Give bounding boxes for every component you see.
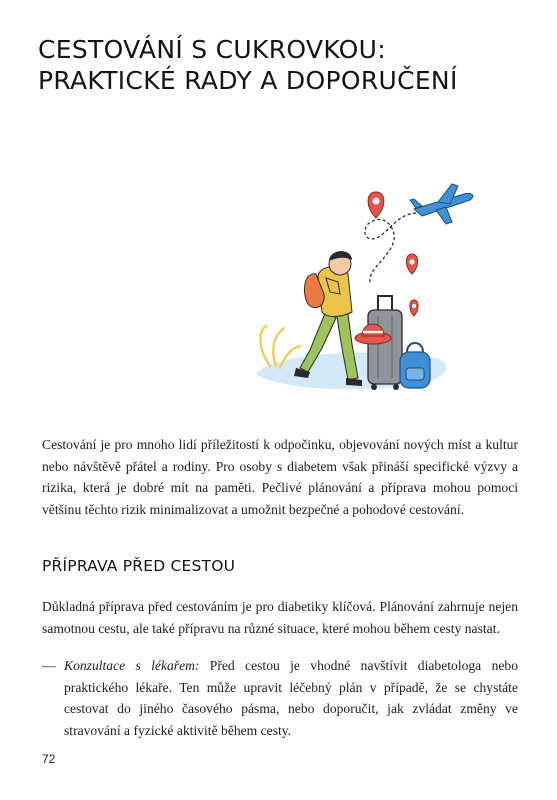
- intro-paragraph: Cestování je pro mnoho lidí příležitostí k odpočinku, objevování nových míst a kultur nebo návštěvě přátel a rodiny. Pro osoby s diabetem však přináší specifické výzvy a rizika, která je dobré mít na paměti. Pečlivé plánování a příprava mohou pomoci většinu těchto rizik minimalizovat a umožnit bezpečné a pohodové cestování.: [42, 437, 518, 517]
- title-line-2: PRAKTICKÉ RADY A DOPORUČENÍ: [38, 66, 458, 95]
- travel-illustration: [240, 178, 490, 396]
- bullet-body: Před cestou je vhodné navštívit diabetologa nebo praktického lékaře. Ten může upravit léčebný plán v případě, že se chystáte cestovat do jiného časového pásma, nebo doporučit, jak zvládat změny ve stravování a fyzické aktivitě během cesty.: [64, 658, 518, 738]
- bullet-dash: —: [42, 658, 56, 673]
- bullet-item: [42, 655, 518, 741]
- section-heading: PŘÍPRAVA PŘED CESTOU: [42, 557, 236, 575]
- backpack-icon: [400, 343, 430, 388]
- flight-path: [365, 213, 416, 282]
- section-paragraph: Důkladná příprava před cestováním je pro diabetiky klíčová. Plánování zahrnuje nejen samotnou cestu, ale také přípravu na různé situace, které mohou během cesty nastat.: [42, 599, 518, 636]
- map-pin-icon-2: [406, 254, 417, 274]
- bullet-label: Konzultace s lékařem:: [64, 658, 200, 673]
- page-number: 72: [42, 752, 56, 766]
- map-pin-icon-1: [368, 192, 384, 218]
- airplane-icon: [410, 184, 473, 224]
- title-line-1: CESTOVÁNÍ S CUKROVKOU:: [38, 35, 386, 64]
- page-title: [38, 34, 518, 96]
- map-pin-icon-3: [410, 300, 418, 316]
- bullet-text: [64, 655, 518, 741]
